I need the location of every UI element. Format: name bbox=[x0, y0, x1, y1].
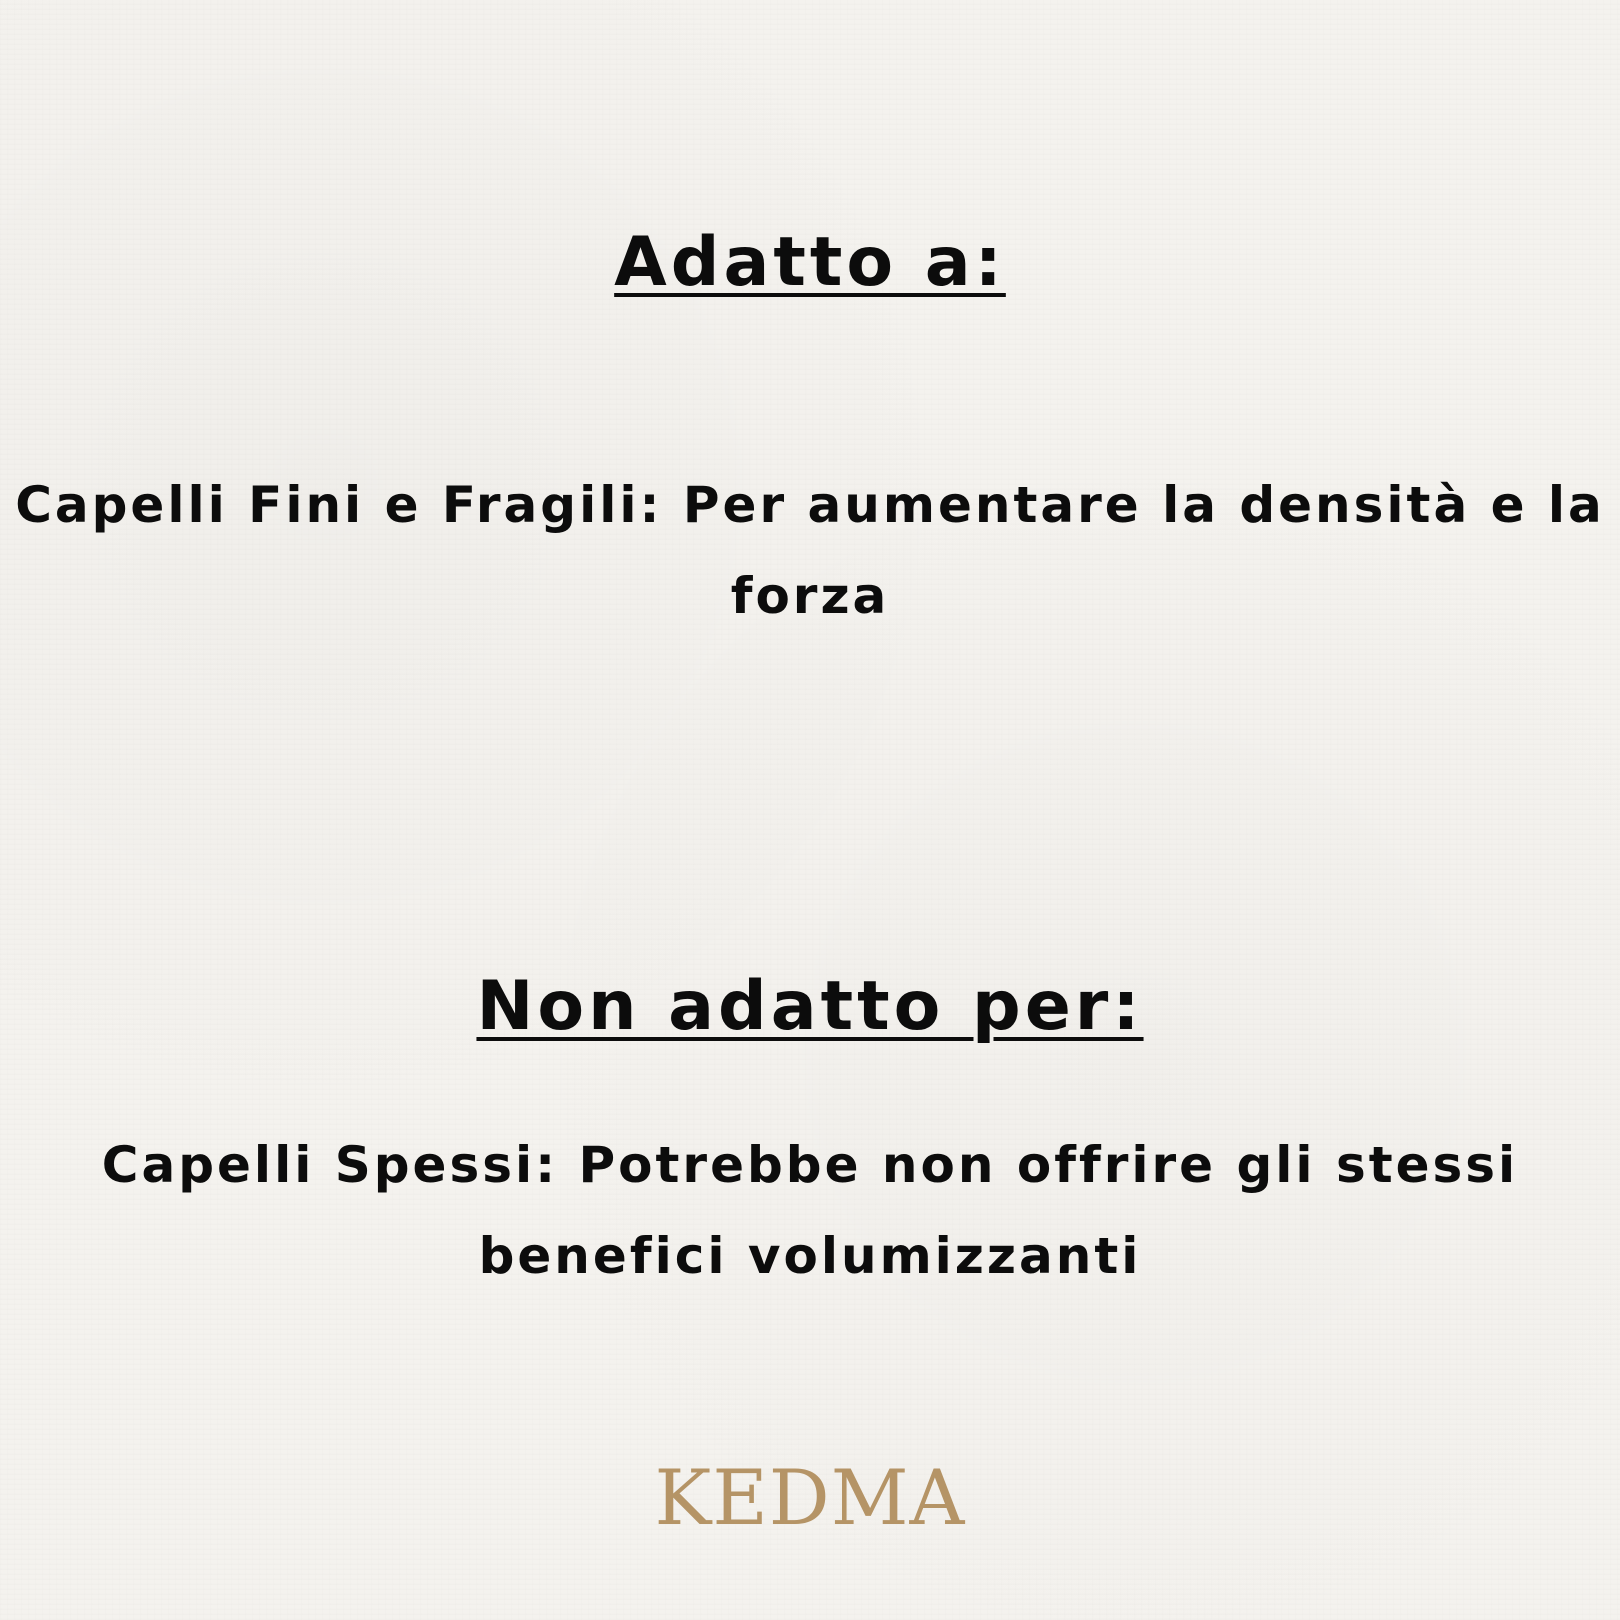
brand-logo: KEDMA bbox=[654, 1453, 966, 1542]
suitable-heading: Adatto a: bbox=[614, 223, 1006, 302]
suitable-description: Capelli Fini e Fragili: Per aumentare la densità e la forza bbox=[15, 476, 1605, 625]
not-suitable-description: Capelli Spessi: Potrebbe non offrire gli stessi benefici volumizzanti bbox=[101, 1136, 1519, 1285]
not-suitable-heading: Non adatto per: bbox=[476, 967, 1144, 1046]
